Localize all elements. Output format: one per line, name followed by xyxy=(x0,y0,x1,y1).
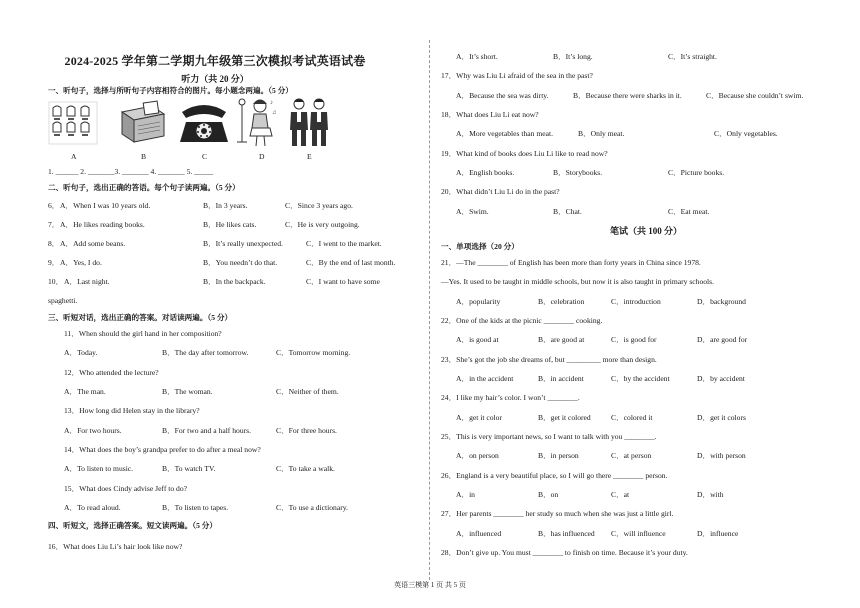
option-a: A．When I was 10 years old. xyxy=(60,201,151,210)
option-d: D．get it colors xyxy=(697,413,746,422)
picture-label-c: C xyxy=(202,152,208,161)
option-b: B．It’s really unexpected. xyxy=(203,239,283,248)
question-stem: 27．Her parents ________ her study so much when she was just a little girl. xyxy=(441,509,674,518)
option-a: A．on person xyxy=(456,451,499,460)
option-c: C．For three hours. xyxy=(276,426,337,435)
option-b: B．Chat. xyxy=(553,207,582,216)
sign-language-icon xyxy=(48,98,98,146)
option-a: A．in xyxy=(456,490,475,499)
listening-header: 听力（共 20 分） xyxy=(181,74,249,84)
option-b: B．on xyxy=(538,490,559,499)
option-b: B．The day after tomorrow. xyxy=(162,348,249,357)
question-stem: 20．What didn’t Liu Li do in the past? xyxy=(441,187,560,196)
question-stem: 24．I like my hair’s color. I won’t ________. xyxy=(441,393,580,402)
picture-label-d: D xyxy=(259,152,265,161)
option-c: C．By the end of last month. xyxy=(306,258,396,267)
option-d: D．influence xyxy=(697,529,739,538)
option-b: B．are good at xyxy=(538,335,585,344)
option-b: B．To watch TV. xyxy=(162,464,216,473)
option-a: A．To listen to music. xyxy=(64,464,134,473)
question-stem: 18．What does Liu Li eat now? xyxy=(441,110,539,119)
question-stem: 25．This is very important news, so I want to talk with you ________. xyxy=(441,432,657,441)
option-b: B．He likes cats. xyxy=(203,220,257,229)
page-title: 2024-2025 学年第二学期九年级第三次模拟考试英语试卷 xyxy=(64,54,366,68)
option-b: B．in person xyxy=(538,451,579,460)
option-c: C．will influence xyxy=(611,529,666,538)
option-a: A．is good at xyxy=(456,335,499,344)
singing-girl-icon xyxy=(234,96,278,148)
question-stem: 23．She’s got the job she dreams of, but _________ more than design. xyxy=(441,355,657,364)
option-a: A．He likes reading books. xyxy=(60,220,145,229)
section-heading-4: 四、听短文，选择正确答案。短文读两遍。（5 分） xyxy=(48,521,217,530)
option-a: A．get it color xyxy=(456,413,502,422)
question-stem: 17．Why was Liu Li afraid of the sea in the past? xyxy=(441,71,593,80)
option-c: C．To take a walk. xyxy=(276,464,335,473)
question-stem: 26．England is a very beautiful place, so I will go there ________ person. xyxy=(441,471,668,480)
option-d: D．by accident xyxy=(697,374,745,383)
section-heading-3: 三、听短对话，选出正确的答案。对话读两遍。（5 分） xyxy=(48,313,233,322)
picture-label-b: B xyxy=(141,152,147,161)
option-c: C．colored it xyxy=(611,413,653,422)
printer-books-icon xyxy=(118,98,168,146)
option-b: B．It’s long. xyxy=(553,52,593,61)
option-c: C．I went to the market. xyxy=(306,239,382,248)
option-b: B．celebration xyxy=(538,297,585,306)
svg-text:♫: ♫ xyxy=(272,110,277,116)
option-a: A．Add some beans. xyxy=(60,239,126,248)
option-a: A．Today. xyxy=(64,348,98,357)
page-footer: 英语三模第 1 页 共 5 页 xyxy=(394,581,466,589)
question-stem-2: —Yes. It used to be taught in middle schools, but now it is also taught in primary schools. xyxy=(441,277,715,286)
section-heading-1: 一、听句子，选择与所听句子内容相符合的图片。每小题念两遍。（5 分） xyxy=(48,86,293,95)
option-a: A．For two hours. xyxy=(64,426,122,435)
option-b: B．Because there were sharks in it. xyxy=(573,91,682,100)
option-b: B．Storybooks. xyxy=(553,168,603,177)
option-d: D．are good for xyxy=(697,335,748,344)
left-column: 2024-2025 学年第二学期九年级第三次模拟考试英语试卷 听力（共 20 分） 一、听句子，选择与所听句子内容相符合的图片。每小题念两遍。（5 分） ♪ ♫ A B C D E 1. ______ 2. _______3. _______ 4. _______ 5. _____ 二、听句子，选出正确的答语。每个句子读两遍。（5 分） 6． A．When I was 10 years old. B．In 3 years. C．Since 3 years ago. 7． A．He likes reading books. B．He likes cats. C．He is very outgoing. 8． A．Add some beans. B．It’s really unexpected. C．I went to the market. 9． A．Yes, I do. B．You needn’t do that. C．By the end of last month. 10． A．Last night. B．In the backpack. C．I want to have some spaghetti. 三、听短对话，选出正确的答案。对话读两遍。（5 分） 11．When should the girl hand in her composition? A．Today. B．The day after tomorrow. C．Tomorrow morning. 12．Who attended the lecture? A．The man. B．The woman. C．Neither of them. 13．How long did Helen stay in the library? A．For two hours. B．For two and a half hours. C．For three hours. 14．What does the boy’s grandpa prefer to do after a meal now? A．To listen to music. B．To watch TV. C．To take a walk. 15．What does Cindy advise Jeff to do? A．To read aloud. B．To listen to tapes. C．To use a dictionary. 四、听短文，选择正确答案。短文读两遍。（5 分） 16．What does Liu Li’s hair look like now? xyxy=(0,0,430,590)
option-c: C．by the accident xyxy=(611,374,670,383)
option-c: C．is good for xyxy=(611,335,657,344)
option-b: B．The woman. xyxy=(162,387,213,396)
option-c: C．Since 3 years ago. xyxy=(285,201,353,210)
picture-d xyxy=(234,96,278,153)
option-a: A．Because the sea was dirty. xyxy=(456,91,549,100)
option-c: C．introduction xyxy=(611,297,661,306)
question-stem: 14．What does the boy’s grandpa prefer to do after a meal now? xyxy=(64,445,261,454)
picture-a xyxy=(48,98,98,151)
picture-b xyxy=(118,98,168,151)
option-b: B．You needn’t do that. xyxy=(203,258,278,267)
option-b: B．To listen to tapes. xyxy=(162,503,229,512)
option-c: C．I want to have some xyxy=(306,277,380,286)
option-c: C．Picture books. xyxy=(668,168,725,177)
question-stem: 19．What kind of books does Liu Li like to read now? xyxy=(441,149,608,158)
question-stem: 13．How long did Helen stay in the library? xyxy=(64,406,200,415)
section-heading-5: 一、单项选择（20 分） xyxy=(441,242,519,251)
option-a: A．The man. xyxy=(64,387,106,396)
picture-e xyxy=(286,96,332,153)
option-c: C．Only vegetables. xyxy=(714,129,778,138)
option-b: B．Only meat. xyxy=(578,129,625,138)
option-a: A．More vegetables than meat. xyxy=(456,129,553,138)
option-a: A．English books. xyxy=(456,168,515,177)
option-b: B．has influenced xyxy=(538,529,595,538)
option-c: C．Tomorrow morning. xyxy=(276,348,351,357)
option-c-continued: spaghetti. xyxy=(48,296,78,305)
option-d: D．with person xyxy=(697,451,746,460)
question-stem: 11．When should the girl hand in her composition? xyxy=(64,329,222,338)
question-stem: 28．Don’t give up. You must ________ to finish on time. Because it’s your duty. xyxy=(441,548,688,557)
question-stem: 21．—The ________ of English has been more than forty years in China since 1978. xyxy=(441,258,701,267)
option-a: A．It’s short. xyxy=(456,52,498,61)
option-d: D．background xyxy=(697,297,746,306)
option-d: D．with xyxy=(697,490,724,499)
option-a: A．Yes, I do. xyxy=(60,258,102,267)
picture-label-a: A xyxy=(71,152,77,161)
telephone-icon xyxy=(176,98,232,146)
option-b: B．For two and a half hours. xyxy=(162,426,252,435)
two-men-icon xyxy=(286,96,332,148)
option-b: B．In the backpack. xyxy=(203,277,266,286)
writing-header: 笔试（共 100 分） xyxy=(609,226,682,236)
option-b: B．get it colored xyxy=(538,413,591,422)
option-c: C．To use a dictionary. xyxy=(276,503,348,512)
option-c: C．He is very outgoing. xyxy=(285,220,360,229)
option-a: A．popularity xyxy=(456,297,501,306)
picture-c xyxy=(176,98,232,151)
option-c: C．It’s straight. xyxy=(668,52,717,61)
option-b: B．In 3 years. xyxy=(203,201,248,210)
option-c: C．Because she couldn’t swim. xyxy=(706,91,804,100)
option-c: C．at xyxy=(611,490,630,499)
option-a: A．To read aloud. xyxy=(64,503,121,512)
option-a: A．Last night. xyxy=(64,277,110,286)
option-a: A．Swim. xyxy=(456,207,489,216)
option-a: A．influenced xyxy=(456,529,502,538)
section-heading-2: 二、听句子，选出正确的答语。每个句子读两遍。（5 分） xyxy=(48,183,240,192)
option-c: C．Eat meat. xyxy=(668,207,710,216)
option-a: A．in the accident xyxy=(456,374,514,383)
option-c: C．Neither of them. xyxy=(276,387,339,396)
question-stem: 15．What does Cindy advise Jeff to do? xyxy=(64,484,188,493)
option-b: B．in accident xyxy=(538,374,584,383)
question-16-stem: 16．What does Liu Li’s hair look like now? xyxy=(48,542,183,551)
svg-text:♪: ♪ xyxy=(270,100,273,106)
option-c: C．at person xyxy=(611,451,652,460)
question-stem: 12．Who attended the lecture? xyxy=(64,368,159,377)
question-stem: 22．One of the kids at the picnic ________ cooking. xyxy=(441,316,603,325)
answer-blanks: 1. ______ 2. _______3. _______ 4. _______ 5. _____ xyxy=(48,167,214,176)
picture-label-e: E xyxy=(307,152,312,161)
